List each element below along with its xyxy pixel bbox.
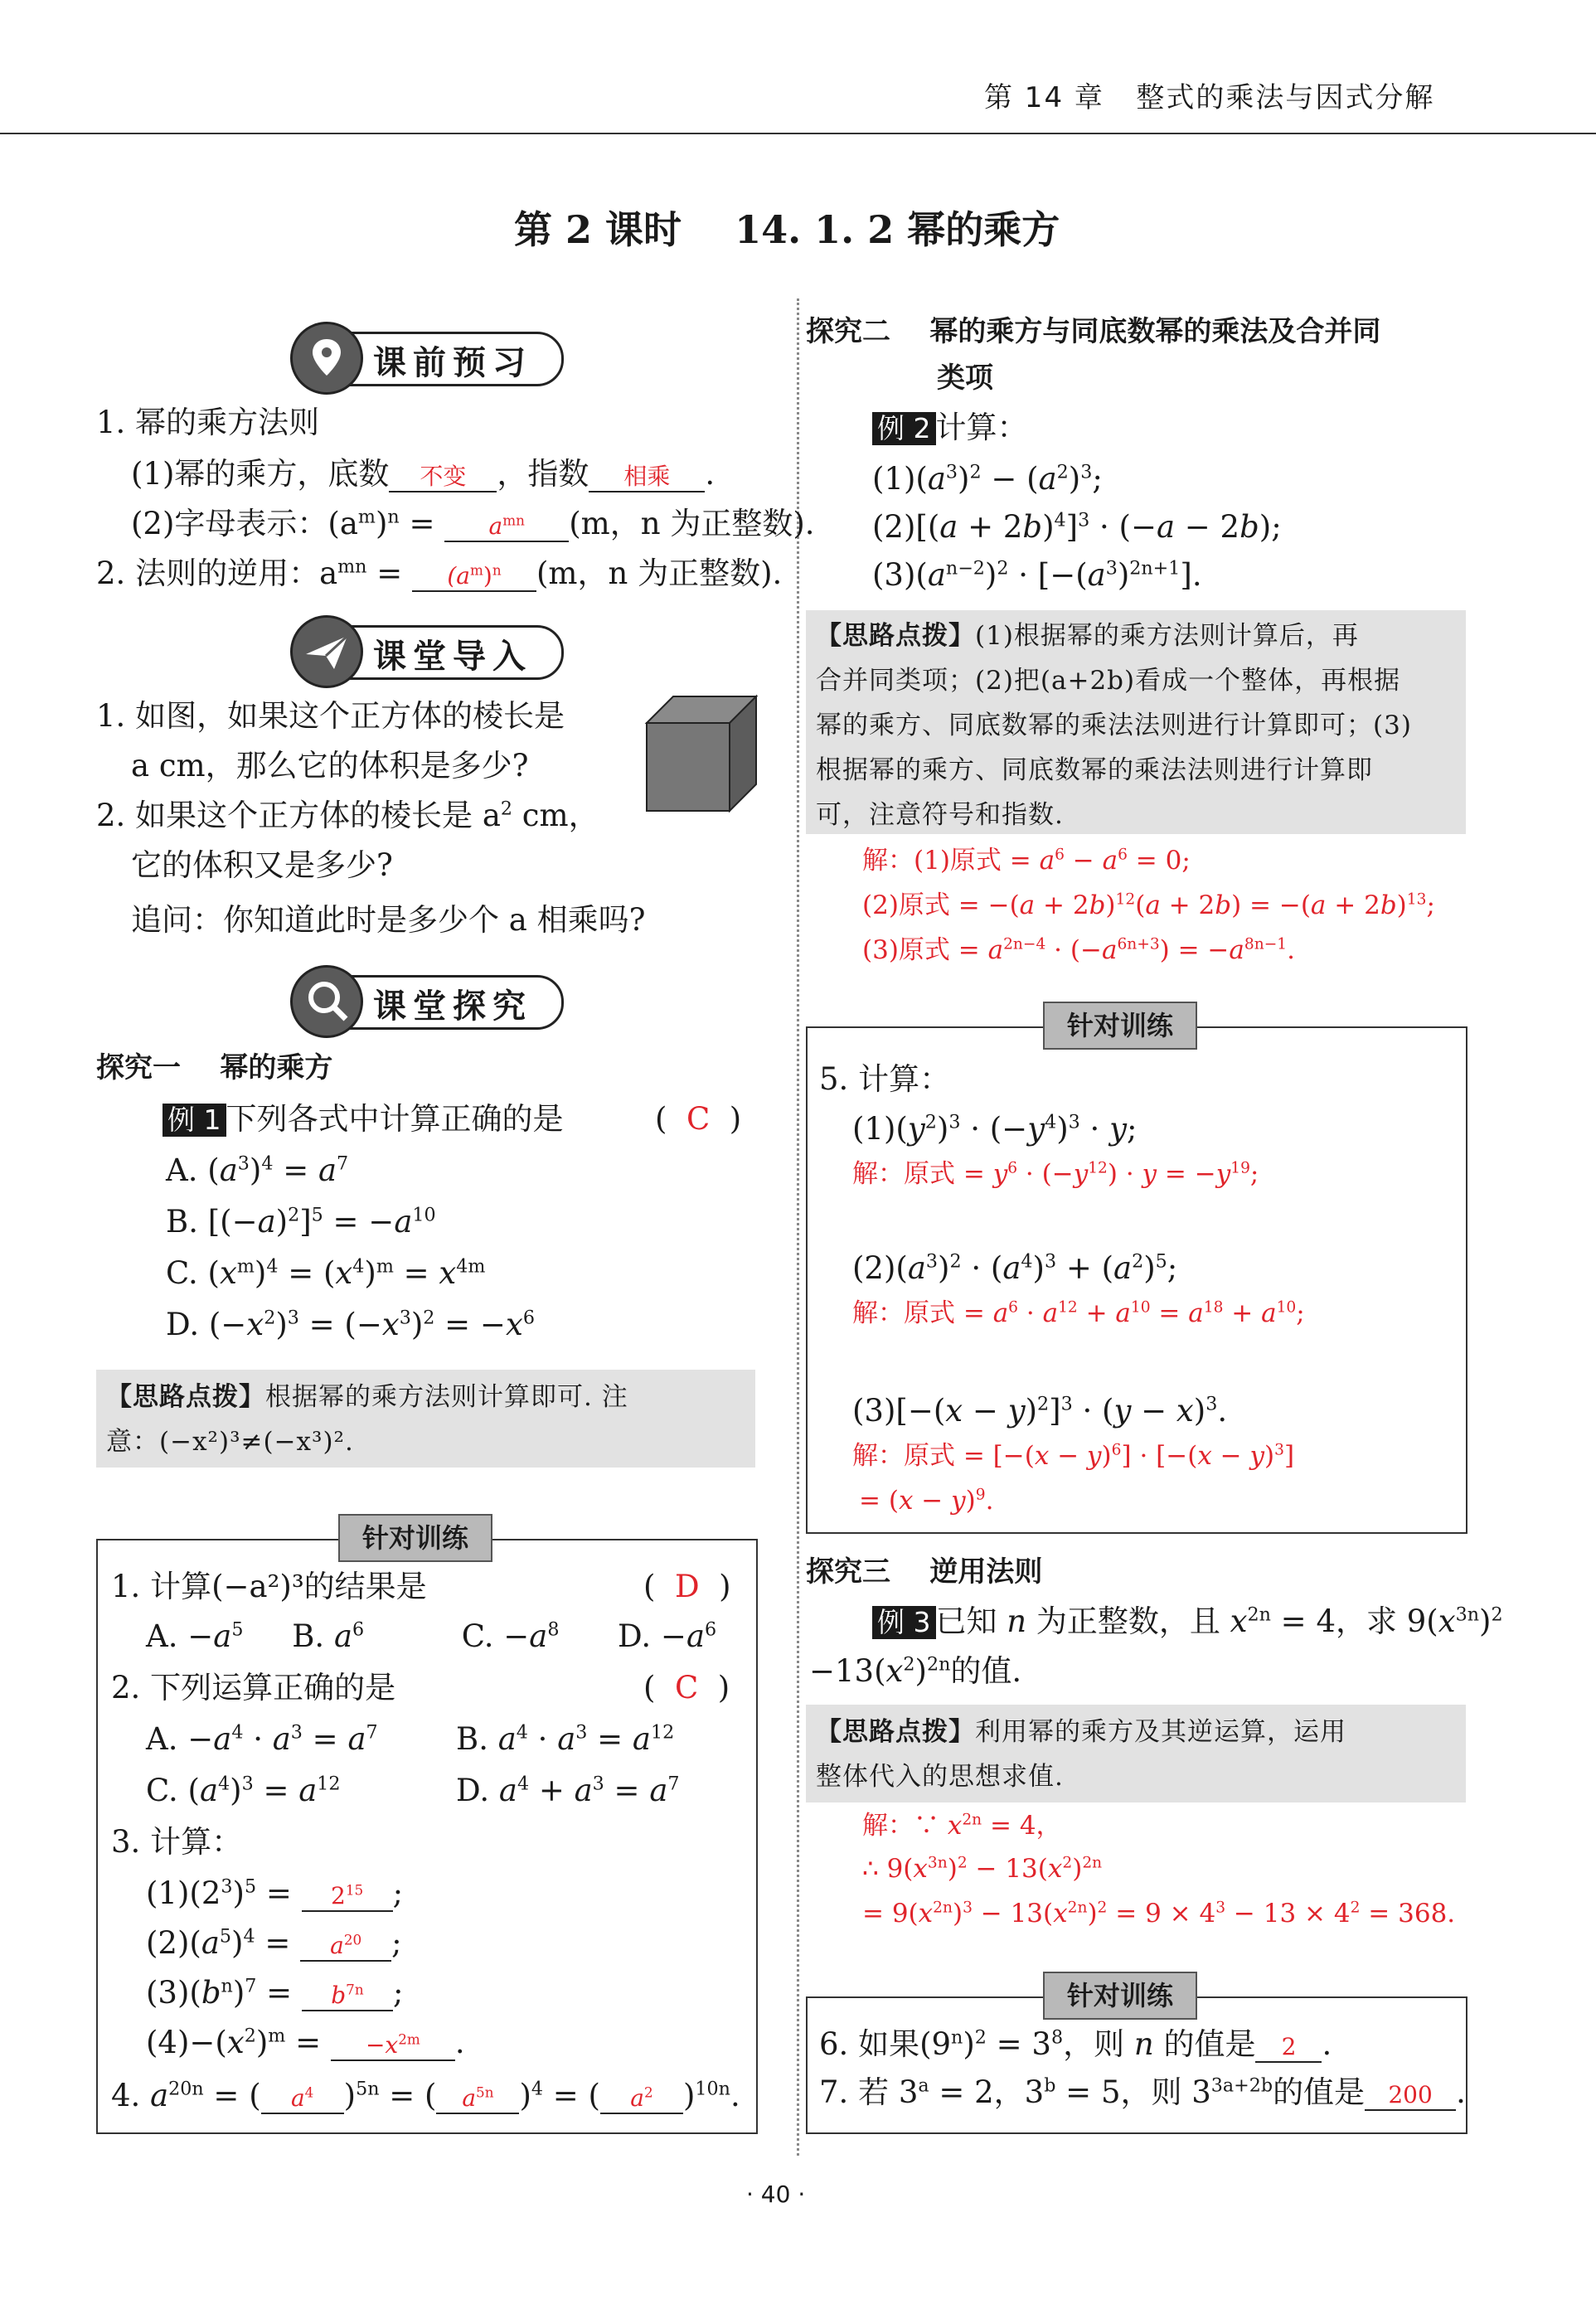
location-pin-icon [290,322,363,395]
chapter-number: 第 14 章 [984,81,1104,114]
training1-q4: 4. $a^{20n}$ = ( $a^4$ )$^{5n}$ = ( $a^{5n}$ )$^4$ = ( $a^2$ )$^{10n}$. [111,2078,740,2113]
hint-line: 整体代入的思想求值. [816,1762,1064,1792]
training2-q5-3-solution: 解：原式 = $[-(x - y)^6] \cdot [-(x - y)^3]$ [852,1441,1295,1471]
training2-q5-2-solution: 解：原式 = $a^6 \cdot a^{12} + a^{10} = a^{18} + a^{10}$; [852,1298,1305,1328]
training1-q1: 1. 计算(−a²)³的结果是 [111,1569,427,1604]
training1-q3-4: $(4)-(x^2)^m = -x^{2m}$ . [146,2025,465,2060]
hint-box-1 [96,1370,755,1468]
page-title [514,207,1060,253]
example-tag: 例 2 [872,412,936,445]
example2-solution-2: (2)原式 = $-(a + 2b)^{12}(a + 2b) = -(a + 2b)^{13}$; [862,890,1435,920]
section-title-intro: 课堂导入 [373,638,532,676]
hint-line: (1)根据幂的乘方法则计算后，再 [975,621,1359,651]
option-b: B. $[(-a)^2]^5 = -a^{10}$ [166,1204,436,1240]
preview-q1-1-text: (1)幂的乘方，底数 [131,456,390,492]
preview-q2-text: 2. 法则的逆用：a [96,555,338,591]
example3-cont: $-13(x^2)^{2n}$的值. [809,1653,1022,1689]
training1-q1-answer: ( D ) [643,1569,731,1604]
option-c: C. $(x^m)^4 = (x^4)^m = x^{4m}$ [166,1255,486,1291]
hint-box-2 [806,610,1466,834]
example2-1: $(1)(a^3)^2 - (a^2)^3$; [872,461,1103,497]
preview-q1: 1. 幂的乘方法则 [96,405,320,440]
training-title-3: 针对训练 [1043,1972,1197,2020]
magnifier-icon [290,965,363,1038]
intro-line-4: 它的体积又是多少? [131,847,393,883]
intro-line-5: 追问：你知道此时是多少个 a 相乘吗? [131,902,646,938]
hint-text-2: 意：(−x²)³≠(−x³)². [106,1427,354,1457]
example3: 例 3 已知 n 为正整数，且 $x^{2n} = 4$，求 $9(x^{3n})^2$ [872,1603,1503,1640]
preview-q1-2-text: (2)字母表示：(a [131,506,358,541]
example2-solution-1: 解：(1)原式 = $a^6 - a^6 = 0$; [862,846,1191,876]
answer-blank: $a^{mn}$ [444,512,569,542]
training1-q2-c: C. $(a^4)^3 = a^{12}$ [146,1773,341,1808]
preview-q1-2-post: (m，n 为正整数). [569,506,815,541]
preview-q2-post: (m，n 为正整数). [536,555,783,591]
training1-q3-2: $(2)(a^5)^4 = a^{20}$ ; [146,1925,402,1961]
training1-q2-answer: ( C ) [643,1670,730,1705]
training1-q1-options: A. $-a^5$ B. $a^6$ C. $-a^8$ D. $-a^6$ [146,1618,717,1654]
page-number: · 40 · [746,2181,806,2208]
explore3-heading [806,1555,1042,1589]
example1-text: 下列各式中计算正确的是 [226,1101,564,1137]
answer-value: a [488,512,503,540]
example3-solution-1: 解：∵ $x^{2n} = 4$， [862,1811,1062,1841]
intro-line-3-text: 2. 如果这个正方体的棱长是 a [96,798,501,833]
lesson-topic: 14. 1. 2 幂的乘方 [735,207,1060,252]
training1-q3: 3. 计算： [111,1824,243,1860]
cube-figure [643,693,759,817]
training2-q5-1-solution: 解：原式 = $y^6 \cdot (-y^{12}) \cdot y = -y^{19}$; [852,1159,1259,1189]
training1-q2-b: B. $a^4 \cdot a^3 = a^{12}$ [456,1721,675,1757]
example2-2: $(2)[(a + 2b)^4]^3 \cdot (-a - 2b)$; [872,509,1282,545]
training-title-2: 针对训练 [1043,1002,1197,1050]
hint-box-3 [806,1705,1466,1802]
training-title-1: 针对训练 [338,1514,492,1562]
example1-answer: ( C ) [655,1101,742,1137]
explore2-title-2: 类项 [937,361,993,395]
example3-solution-3: = $9(x^{2n})^3 - 13(x^{2n})^2 = 9 \times 4^3 - 13 \times 4^2 = 368$. [862,1899,1456,1928]
answer-value: 200 [1365,2081,1456,2111]
training1-q2-d: D. $a^4 + a^3 = a^7$ [456,1773,680,1808]
explore3-title: 逆用法则 [929,1555,1043,1589]
hint-line: 根据幂的乘方、同底数幂的乘法法则进行计算即 [816,755,1373,785]
hint-line: 可，注意符号和指数. [816,800,1064,830]
preview-q1-1: (1)幂的乘方，底数 不变 ，指数 相乘 . [131,456,716,492]
column-separator [797,298,801,2156]
training2-q5-3: $(3)[-(x - y)^2]^3 \cdot (y - x)^3$. [852,1393,1228,1429]
training1-q3-1: $(1)(2^3)^5 = 2^{15}$ ; [146,1875,404,1911]
answer-value: D [674,1569,700,1604]
training2-q5: 5. 计算： [819,1061,951,1097]
intro-line-3: 2. 如果这个正方体的棱长是 $a^2$ cm， [96,798,599,833]
answer-value: C [686,1101,711,1137]
preview-q2: 2. 法则的逆用：$a^{mn} = (a^m)^n$ (m，n 为正整数). [96,555,783,591]
explore3-label: 探究三 [806,1555,890,1589]
hint-line: 合并同类项；(2)把(a+2b)看成一个整体，再根据 [816,666,1401,696]
answer-blank: $(a^m)^n$ [412,562,536,592]
hint-label: 【思路点拨】 [816,1717,975,1747]
training2-q5-3-solution-2: = $(x - y)^9$. [859,1486,994,1516]
answer-blank: 相乘 [589,463,705,492]
answer-value: (a [447,562,470,589]
preview-q1-1-mid: ，指数 [497,456,589,492]
hint-label: 【思路点拨】 [816,621,975,651]
option-d: D. $(-x^2)^3 = (-x^3)^2 = -x^6$ [166,1307,535,1342]
training3-q6: 6. 如果$(9^n)^2 = 3^8$，则 n 的值是 2 . [819,2026,1332,2062]
intro-line-3-unit: cm， [512,798,599,833]
example1 [163,1101,564,1138]
explore2-label: 探究二 [806,315,890,348]
example-tag: 例 3 [872,1606,936,1639]
preview-q1-2: (2)字母表示：$(a^m)^n = a^{mn}$ (m，n 为正整数). [131,506,815,541]
header-rule [0,133,1596,134]
section-banner-intro [290,622,564,680]
chapter-header [984,81,1434,115]
explore1-title: 幂的乘方 [220,1051,333,1084]
training2-q5-1: $(1)(y^2)^3 \cdot (-y^4)^3 \cdot y$; [852,1111,1138,1147]
example2 [872,410,1028,446]
training3-q7: 7. 若 $3^a = 2$，$3^b = 5$，则 $3^{3a+2b}$的值是 200 . [819,2074,1466,2110]
example-tag: 例 1 [163,1104,226,1137]
explore1-heading [96,1051,332,1085]
hint-line: 利用幂的乘方及其逆运算，运用 [975,1717,1346,1747]
hint-label: 【思路点拨】 [106,1382,265,1412]
training1-q2-ab: A. $-a^4 \cdot a^3 = a^7$ [146,1721,378,1757]
example3-solution-2: ∴ $9(x^{3n})^2 - 13(x^2)^{2n}$ [862,1854,1103,1884]
section-title-explore: 课堂探究 [373,987,532,1026]
answer-value: 2 [1255,2033,1322,2063]
chapter-title: 整式的乘法与因式分解 [1136,81,1435,114]
hint-text: 根据幂的乘方法则计算即可. 注 [265,1382,628,1412]
section-title-preview: 课前预习 [373,344,532,382]
intro-line-2: a cm，那么它的体积是多少? [131,748,529,784]
hint-line: 幂的乘方、同底数幂的乘法法则进行计算即可；(3) [816,711,1412,740]
training1-q3-3: $(3)(b^n)^7 = b^{7n}$ ; [146,1975,404,2011]
option-a: A. $(a^3)^4 = a^7$ [166,1152,349,1188]
example2-3: $(3)(a^{n-2})^2 \cdot [-(a^3)^{2n+1}]$. [872,557,1202,593]
answer-value: C [674,1670,699,1705]
section-banner-explore [290,972,564,1030]
explore1-label: 探究一 [96,1051,181,1084]
example2-solution-3: (3)原式 = $a^{2n-4} \cdot (-a^{6n+3}) = -a^{8n-1}$. [862,935,1295,965]
training2-q5-2: $(2)(a^3)^2 \cdot (a^4)^3 + (a^2)^5$; [852,1250,1178,1286]
example2-text: 计算： [935,410,1028,445]
explore2-title: 幂的乘方与同底数幂的乘法及合并同 [929,315,1381,348]
lesson-number: 第 2 课时 [514,207,682,252]
explore2-heading [806,315,1380,349]
intro-line-1: 1. 如图，如果这个正方体的棱长是 [96,698,565,734]
paper-plane-icon [290,615,363,688]
answer-blank: 不变 [389,463,497,492]
section-banner-preview [290,328,564,386]
training1-q2: 2. 下列运算正确的是 [111,1670,396,1705]
